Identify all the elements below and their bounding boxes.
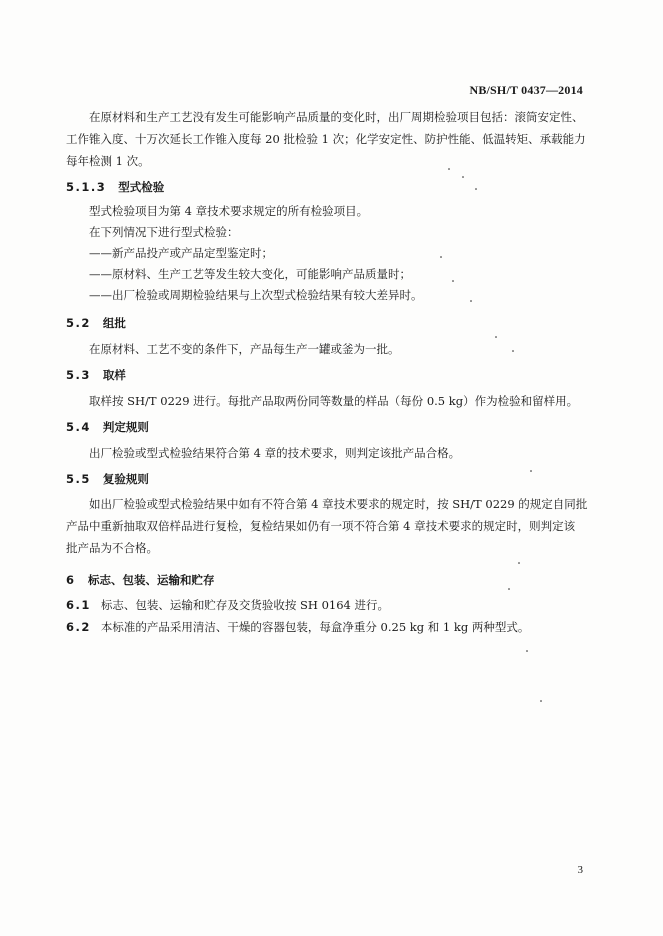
section-5-3-heading (66, 368, 126, 382)
section-number: 5.5 (66, 472, 91, 486)
standard-code: NB/SH/T 0437—2014 (469, 83, 583, 97)
type-inspection-scope: 型式检验项目为第 4 章技术要求规定的所有检验项目。 (89, 204, 369, 218)
section-number: 5.3 (66, 368, 91, 382)
periodic-inspection-line-3: 每年检测 1 次。 (66, 154, 150, 168)
section-6-heading (66, 573, 215, 587)
section-number: 5.1.3 (66, 180, 107, 194)
condition-item-1: ——新产品投产或产品定型鉴定时； (89, 246, 273, 260)
section-5-4-heading (66, 420, 149, 434)
section-text: 本标准的产品采用清洁、干燥的容器包装，每盒净重分 0.25 kg 和 1 kg 两种型式。 (100, 620, 530, 634)
section-6-1 (66, 598, 389, 612)
section-number: 5.2 (66, 316, 91, 330)
section-6-2 (66, 620, 529, 634)
section-title: 判定规则 (102, 420, 149, 434)
periodic-inspection-line-2: 工作锥入度、十万次延长工作锥入度每 20 批检验 1 次；化学安定性、防护性能、低温转矩、承载能力 (66, 132, 586, 146)
section-number: 6 (66, 573, 75, 587)
section-title: 标志、包装、运输和贮存 (88, 573, 215, 587)
judgment-text: 出厂检验或型式检验结果符合第 4 章的技术要求，则判定该批产品合格。 (89, 446, 461, 460)
reinspection-line-2: 产品中重新抽取双倍样品进行复检，复检结果如仍有一项不符合第 4 章技术要求的规定时，则判定该 (66, 519, 576, 533)
section-5-2-heading (66, 316, 126, 330)
batching-text: 在原材料、工艺不变的条件下，产品每生产一罐或釜为一批。 (89, 342, 400, 356)
sampling-text: 取样按 SH/T 0229 进行。每批产品取两份同等数量的样品（每份 0.5 kg）作为检验和留样用。 (89, 394, 579, 408)
section-title: 型式检验 (118, 180, 165, 194)
section-5-1-3-heading (66, 180, 164, 194)
condition-item-3: ——出厂检验或周期检验结果与上次型式检验结果有较大差异时。 (89, 288, 423, 302)
section-text: 标志、包装、运输和贮存及交货验收按 SH 0164 进行。 (100, 598, 390, 612)
section-number: 6.2 (66, 620, 91, 634)
section-title: 复验规则 (102, 472, 149, 486)
section-number: 6.1 (66, 598, 91, 612)
section-title: 取样 (102, 368, 126, 382)
section-title: 组批 (102, 316, 126, 330)
page-number: 3 (577, 864, 583, 876)
reinspection-line-1: 如出厂检验或型式检验结果中如有不符合第 4 章技术要求的规定时，按 SH/T 0229 的规定自同批 (89, 497, 588, 511)
section-number: 5.4 (66, 420, 91, 434)
type-inspection-conditions-intro: 在下列情况下进行型式检验： (89, 225, 239, 239)
periodic-inspection-line-1: 在原材料和生产工艺没有发生可能影响产品质量的变化时，出厂周期检验项目包括：滚筒安定性、 (89, 110, 584, 124)
condition-item-2: ——原材料、生产工艺等发生较大变化，可能影响产品质量时； (89, 267, 411, 281)
section-5-5-heading (66, 472, 149, 486)
reinspection-line-3: 批产品为不合格。 (66, 541, 158, 555)
